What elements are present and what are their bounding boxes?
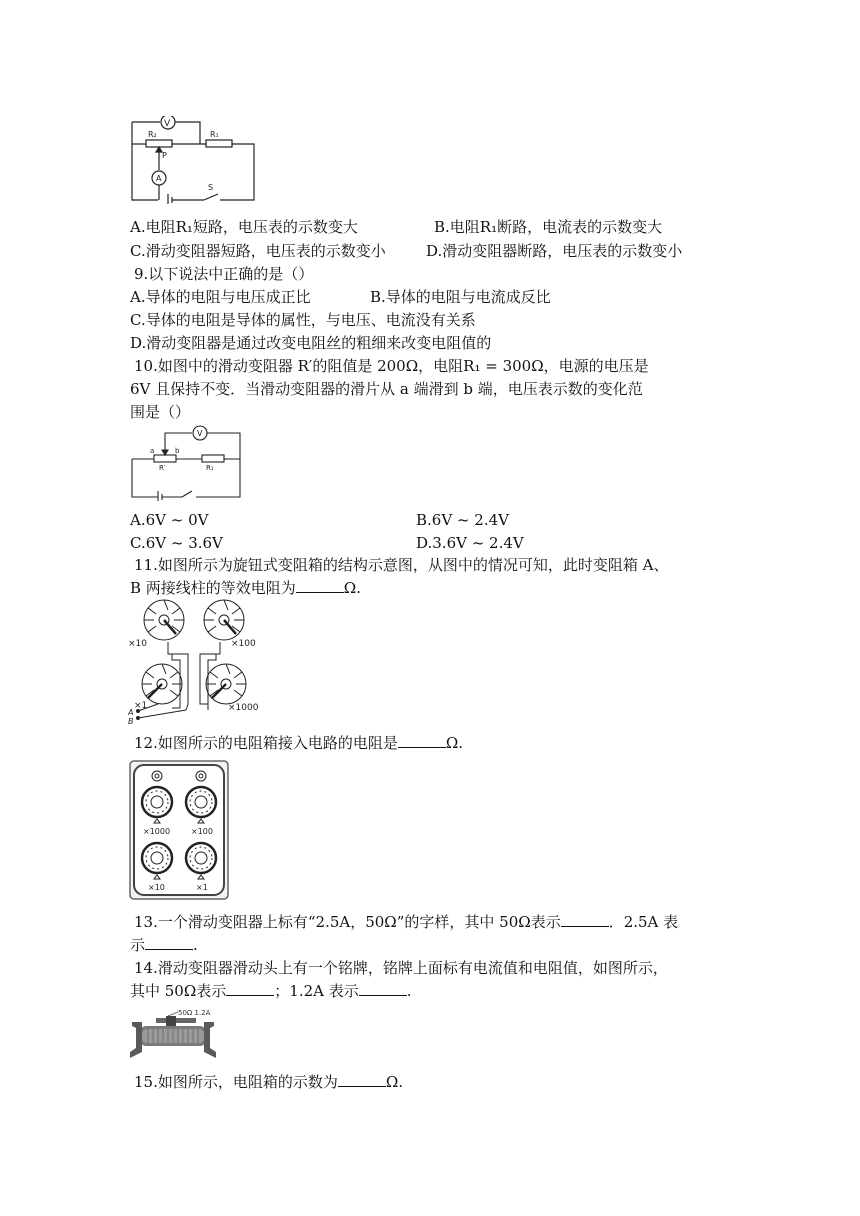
q10-option-d: D.3.6V ~ 2.4V [416, 534, 524, 552]
q12-stem-text: 12.如图所示的电阻箱接入电路的电阻是 [134, 734, 398, 752]
terminal-a-label: a [150, 447, 155, 455]
q14-answer-blank-1[interactable] [226, 981, 274, 996]
q15-answer-blank[interactable] [338, 1072, 386, 1087]
q12-resistance-box-figure [129, 760, 229, 900]
q14-line-2 [130, 980, 412, 1002]
dial-x1000 [206, 664, 246, 704]
q13-text-1: 13.一个滑动变阻器上标有“2.5A，50Ω”的字样，其中 50Ω表示 [134, 913, 561, 931]
r-prime-label: R′ [159, 464, 166, 472]
q10-option-b: B.6V ~ 2.4V [416, 511, 509, 529]
q8-option-c: C.滑动变阻器短路，电压表的示数变小 [130, 242, 386, 260]
q13-text-3: 示 [130, 936, 146, 954]
q10-option-a: A.6V ~ 0V [130, 511, 209, 529]
switch-label: S [208, 183, 214, 192]
dial-x1 [142, 664, 182, 704]
q11-stem-line-2 [130, 577, 361, 599]
q13-answer-blank-1[interactable] [561, 912, 609, 927]
q11-rotary-box-figure [128, 598, 270, 726]
q14-line-1: 14.滑动变阻器滑动头上有一个铭牌，铭牌上面标有电流值和电阻值，如图所示， [134, 959, 668, 977]
q11-answer-blank[interactable] [296, 578, 344, 593]
q15-stem-text: 15.如图所示，电阻箱的示数为 [134, 1073, 338, 1091]
q13-line-2 [130, 934, 198, 956]
x100-label: ×100 [231, 639, 256, 649]
q9-option-d: D.滑动变阻器是通过改变电阻丝的粗细来改变电阻值的 [130, 334, 492, 352]
q11-unit: Ω. [343, 579, 362, 597]
q9-option-a: A.导体的电阻与电压成正比 [130, 288, 311, 306]
terminal-b-label: B [128, 717, 134, 726]
q14-text-3: . [406, 982, 412, 1000]
dial-x100 [204, 600, 244, 640]
q13-answer-blank-2[interactable] [145, 935, 193, 950]
q12-answer-blank[interactable] [398, 733, 446, 748]
q8-option-d: D.滑动变阻器断路，电压表的示数变小 [426, 242, 683, 260]
voltmeter-label: V [197, 429, 203, 438]
q12-stem [134, 732, 463, 754]
q8-circuit-figure [128, 116, 260, 204]
voltmeter-label: V [164, 119, 171, 129]
q10-circuit-figure [128, 425, 244, 501]
dial-x10 [144, 600, 184, 640]
q12-unit: Ω. [445, 734, 464, 752]
terminal-b-label: b [175, 447, 180, 455]
x10-label: ×10 [128, 639, 147, 649]
q9-option-c: C.导体的电阻是导体的属性，与电压、电流没有关系 [130, 311, 476, 329]
q8-option-b: B.电阻R₁断路，电流表的示数变大 [434, 218, 663, 236]
q10-stem-line-3: 围是（） [130, 403, 191, 421]
terminal-a-label: A [128, 708, 134, 717]
q15-stem [134, 1071, 403, 1093]
r2-label: R₂ [148, 130, 157, 139]
q14-rheostat-figure [128, 1006, 218, 1062]
x1000-label: ×1000 [228, 703, 259, 713]
q14-text-1: 其中 50Ω表示 [130, 982, 227, 1000]
x1-label: ×1 [196, 883, 208, 892]
q11-stem-line-1: 11.如图所示为旋钮式变阻箱的结构示意图，从图中的情况可知，此时变阻箱 A、 [134, 556, 669, 574]
r1-label: R₁ [206, 464, 214, 472]
x1-label: ×1 [134, 701, 148, 711]
nameplate-text: 50Ω 1.2A [178, 1009, 211, 1017]
q9-stem: 9.以下说法中正确的是（） [134, 265, 314, 283]
q10-stem-line-1: 10.如图中的滑动变阻器 R′的阻值是 200Ω，电阻R₁ = 300Ω，电源的电压是 [134, 357, 649, 375]
q11-stem-text: B 两接线柱的等效电阻为 [130, 579, 296, 597]
ammeter-label: A [156, 174, 162, 183]
q14-text-2: ；1.2A 表示 [274, 982, 359, 1000]
x1000-label: ×1000 [143, 827, 171, 836]
q15-unit: Ω. [385, 1073, 404, 1091]
q10-option-c: C.6V ~ 3.6V [130, 534, 223, 552]
r1-label: R₁ [210, 130, 219, 139]
q13-text-2: ．2.5A 表 [608, 913, 679, 931]
q14-answer-blank-2[interactable] [359, 981, 407, 996]
x10-label: ×10 [148, 883, 165, 892]
x100-label: ×100 [191, 827, 213, 836]
q8-option-a: A.电阻R₁短路，电压表的示数变大 [130, 218, 358, 236]
q13-text-4: . [193, 936, 198, 954]
q13-line-1 [134, 911, 678, 933]
slider-p-label: P [162, 151, 167, 160]
q9-option-b: B.导体的电阻与电流成反比 [370, 288, 551, 306]
q10-stem-line-2: 6V 且保持不变．当滑动变阻器的滑片从 a 端滑到 b 端，电压表示数的变化范 [130, 380, 643, 398]
